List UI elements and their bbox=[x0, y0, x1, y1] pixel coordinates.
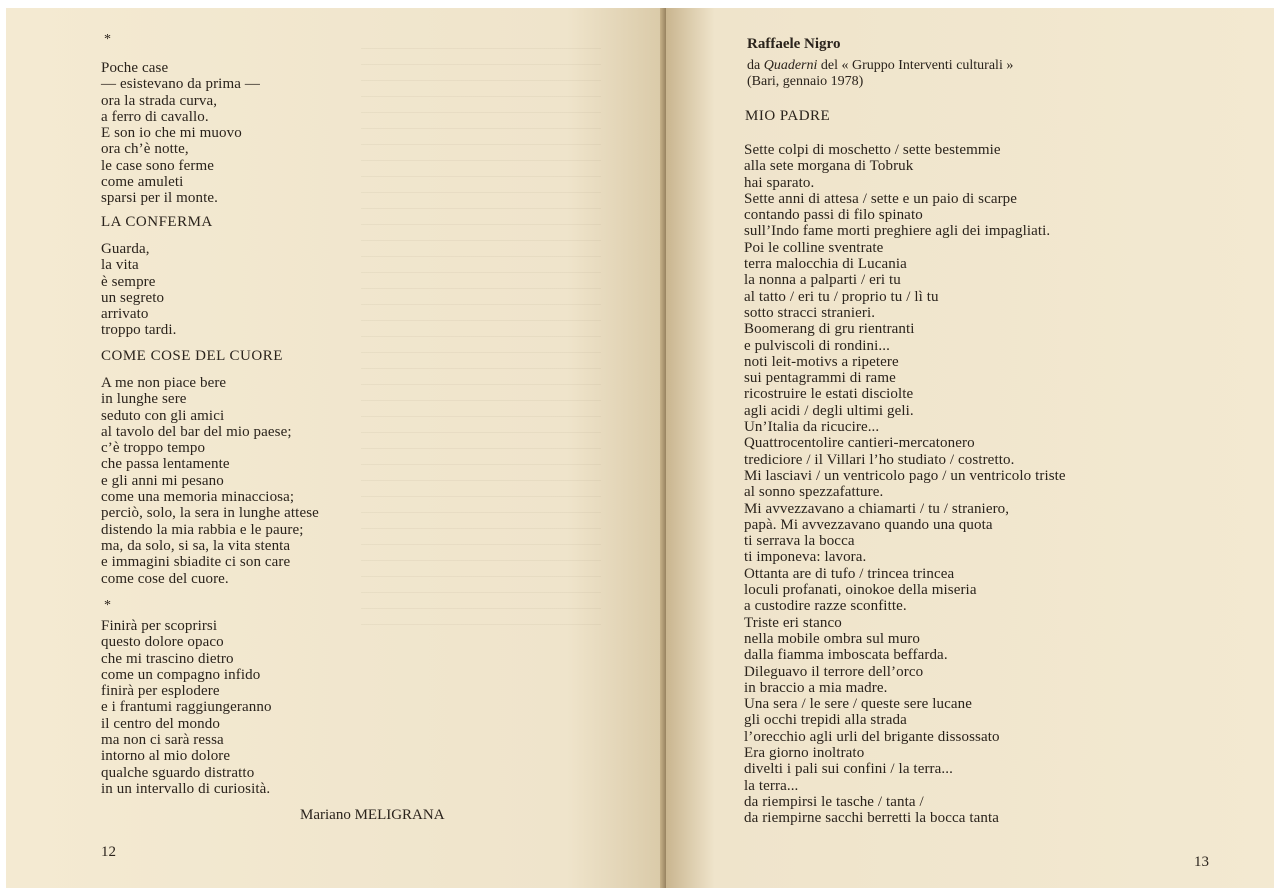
poem-line: questo dolore opaco bbox=[101, 634, 224, 651]
poem-line: c’è troppo tempo bbox=[101, 440, 206, 457]
poem-line: e immagini sbiadite ci son care bbox=[101, 554, 291, 571]
poem-line: sui pentagrammi di rame bbox=[744, 370, 896, 387]
poem-line: intorno al mio dolore bbox=[101, 748, 231, 765]
poem-line: seduto con gli amici bbox=[101, 407, 225, 424]
source-date: (Bari, gennaio 1978) bbox=[747, 74, 864, 89]
poem-line: Boomerang di gru rientranti bbox=[744, 321, 915, 338]
poem-line: E son io che mi muovo bbox=[101, 125, 242, 142]
poem-line: in un intervallo di curiosità. bbox=[101, 780, 271, 797]
poem-line: un segreto bbox=[101, 289, 165, 306]
poem-line: la terra... bbox=[744, 777, 799, 794]
left-page bbox=[6, 8, 666, 888]
poem-line: come cose del cuore. bbox=[101, 570, 229, 587]
author-name: Raffaele Nigro bbox=[747, 36, 841, 52]
poem-line: come un compagno infido bbox=[101, 666, 261, 683]
poem-line: è sempre bbox=[101, 273, 156, 290]
poem-line: ricostruire le estati disciolte bbox=[744, 386, 914, 403]
poem-title-la-conferma: LA CONFERMA bbox=[101, 214, 213, 230]
poem-line: al tavolo del bar del mio paese; bbox=[101, 423, 292, 440]
author-signature: Mariano MELIGRANA bbox=[300, 807, 445, 823]
poem-line: Poche case bbox=[101, 60, 169, 76]
poem-3-text bbox=[101, 375, 319, 587]
poem-line: e gli anni mi pesano bbox=[101, 472, 224, 489]
poem-line: Dileguavo il terrore dell’orco bbox=[744, 663, 924, 680]
poem-line: a custodire razze sconfitte. bbox=[744, 598, 907, 615]
section-marker: * bbox=[104, 598, 111, 613]
poem-line: trediciore / il Villari l’ho studiato / costretto. bbox=[744, 451, 1015, 468]
poem-line: nella mobile ombra sul muro bbox=[744, 630, 920, 647]
poem-line: ma non ci sarà ressa bbox=[101, 732, 224, 749]
poem-line: papà. Mi avvezzavano quando una quota bbox=[744, 516, 993, 533]
right-page bbox=[666, 8, 1274, 888]
poem-line: distendo la mia rabbia e le paure; bbox=[101, 521, 304, 538]
poem-mio-padre-text bbox=[744, 142, 1066, 826]
poem-line: da riempirsi le tasche / tanta / bbox=[744, 793, 924, 810]
poem-line: Guarda, bbox=[101, 241, 150, 257]
poem-2-text bbox=[101, 241, 176, 339]
poem-line: divelti i pali sui confini / la terra... bbox=[744, 761, 953, 778]
poem-line: al tatto / eri tu / proprio tu / lì tu bbox=[744, 288, 939, 305]
poem-line: ti imponeva: lavora. bbox=[744, 549, 867, 566]
poem-line: Ottanta are di tufo / trincea trincea bbox=[744, 565, 955, 582]
poem-line: Una sera / le sere / queste sere lucane bbox=[744, 696, 972, 713]
poem-line: qualche sguardo distratto bbox=[101, 764, 255, 781]
poem-line: come amuleti bbox=[101, 174, 184, 191]
poem-line: ti serrava la bocca bbox=[744, 533, 855, 550]
poem-line: le case sono ferme bbox=[101, 157, 214, 174]
poem-line: arrivato bbox=[101, 306, 149, 323]
poem-line: Poi le colline sventrate bbox=[744, 239, 884, 256]
poem-title-mio-padre: MIO PADRE bbox=[745, 108, 831, 124]
poem-line: alla sete morgana di Tobruk bbox=[744, 158, 914, 175]
poem-line: ora la strada curva, bbox=[101, 92, 218, 109]
poem-line: terra malocchia di Lucania bbox=[744, 256, 907, 273]
poem-line: Era giorno inoltrato bbox=[744, 744, 865, 761]
poem-line: gli occhi trepidi alla strada bbox=[744, 712, 907, 729]
poem-line: e i frantumi raggiungeranno bbox=[101, 699, 272, 716]
poem-line: A me non piace bere bbox=[101, 375, 227, 391]
poem-line: in braccio a mia madre. bbox=[744, 679, 888, 696]
poem-line: Sette colpi di moschetto / sette bestemmie bbox=[744, 142, 1001, 158]
poem-line: che mi trascino dietro bbox=[101, 650, 234, 667]
poem-line: ma, da solo, si sa, la vita stenta bbox=[101, 537, 291, 554]
page-number-right: 13 bbox=[1194, 854, 1209, 870]
poem-line: noti leit-motivs a ripetere bbox=[744, 353, 899, 370]
poem-line: dalla fiamma imboscata beffarda. bbox=[744, 647, 948, 664]
poem-line: sparsi per il monte. bbox=[101, 190, 218, 207]
source-title: Quaderni bbox=[763, 58, 818, 73]
poem-line: loculi profanati, oinokoe della miseria bbox=[744, 582, 977, 599]
poem-line: sull’Indo fame morti preghiere agli dei impagliati. bbox=[744, 223, 1051, 240]
page-number-left: 12 bbox=[101, 844, 116, 860]
poem-line: che passa lentamente bbox=[101, 456, 230, 473]
poem-line: Quattrocentolire cantieri-mercatonero bbox=[744, 435, 975, 452]
poem-line: e pulviscoli di rondini... bbox=[744, 337, 890, 354]
source-prefix: da bbox=[747, 58, 764, 73]
poem-1-text bbox=[101, 60, 260, 207]
poem-line: da riempirne sacchi berretti la bocca tanta bbox=[744, 810, 1000, 827]
section-marker: * bbox=[104, 32, 111, 47]
poem-line: la nonna a palparti / eri tu bbox=[744, 272, 901, 289]
poem-line: perciò, solo, la sera in lunghe attese bbox=[101, 505, 319, 522]
poem-line: il centro del mondo bbox=[101, 715, 220, 732]
poem-line: hai sparato. bbox=[744, 174, 815, 191]
poem-line: al sonno spezzafatture. bbox=[744, 484, 884, 501]
poem-line: in lunghe sere bbox=[101, 391, 187, 408]
poem-line: Un’Italia da ricucire... bbox=[744, 419, 880, 436]
poem-4-text bbox=[101, 618, 272, 797]
poem-title-come-cose-del-cuore: COME COSE DEL CUORE bbox=[101, 348, 283, 364]
poem-line: contando passi di filo spinato bbox=[744, 207, 923, 224]
poem-line: Mi lasciavi / un ventricolo pago / un ventricolo triste bbox=[744, 467, 1066, 484]
poem-line: Finirà per scoprirsi bbox=[101, 618, 218, 634]
poem-line: finirà per esplodere bbox=[101, 683, 220, 700]
poem-line: Sette anni di attesa / sette e un paio di scarpe bbox=[744, 190, 1018, 207]
poem-line: la vita bbox=[101, 257, 139, 274]
poem-line: troppo tardi. bbox=[101, 322, 177, 339]
poem-line: ora ch’è notte, bbox=[101, 141, 189, 158]
poem-line: Triste eri stanco bbox=[744, 614, 842, 631]
bleed-through-texture bbox=[361, 38, 601, 638]
poem-line: sotto stracci stranieri. bbox=[744, 304, 876, 321]
poem-line: come una memoria minacciosa; bbox=[101, 489, 295, 506]
source-citation bbox=[747, 58, 1013, 90]
poem-line: Mi avvezzavano a chiamarti / tu / straniero, bbox=[744, 500, 1010, 517]
poem-line: l’orecchio agli urli del brigante dissossato bbox=[744, 728, 1000, 745]
poem-line: a ferro di cavallo. bbox=[101, 108, 209, 125]
poem-line: agli acidi / degli ultimi geli. bbox=[744, 402, 914, 419]
poem-line: — esistevano da prima — bbox=[101, 76, 260, 93]
source-rest: del « Gruppo Interventi culturali » bbox=[817, 58, 1014, 73]
